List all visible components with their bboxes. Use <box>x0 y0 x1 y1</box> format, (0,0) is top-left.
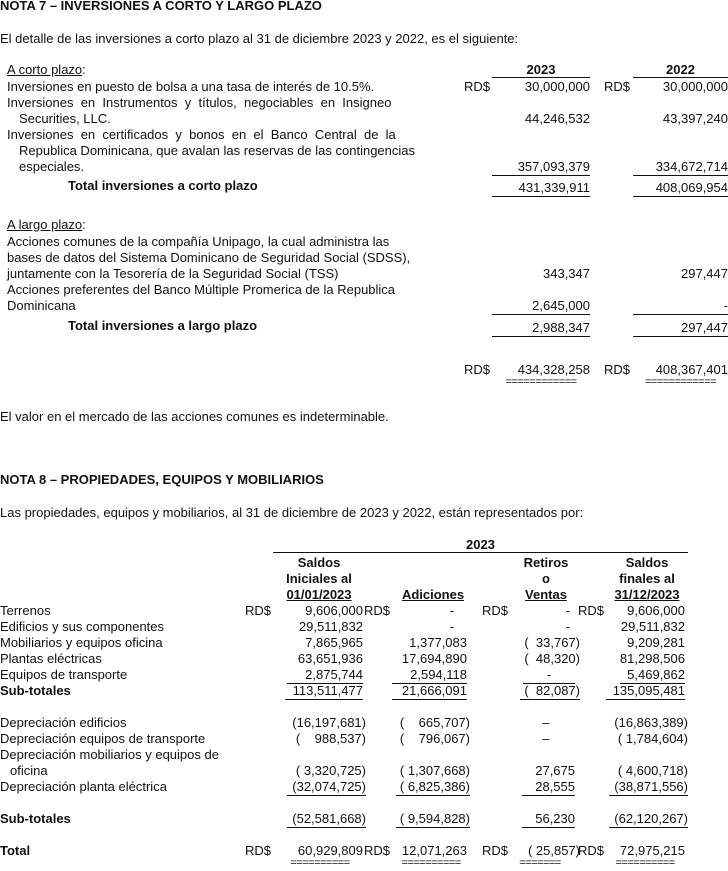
row-edificios-c4: 29,511,832 <box>620 619 685 634</box>
nota7-title: NOTA 7 – INVERSIONES A CORTO Y LARGO PLAZO <box>0 0 322 13</box>
largo-line2b: Dominicana <box>7 298 76 313</box>
row-transporte-c2: 2,594,118 <box>392 667 467 684</box>
grand-double-rule-2022: ============ <box>644 376 717 388</box>
largo-line1c: juntamente con la Tesorería de la Seguridad Social (TSS) <box>7 266 339 281</box>
row-terrenos-c1: 9,606,000 <box>305 603 363 618</box>
corto-line2a: Inversiones en Instrumentos y títulos, negociables en Insigneo <box>7 95 392 110</box>
hdr-c4-line1: Saldos <box>625 555 669 570</box>
row-dep-planta-c3: 28,555 <box>522 779 575 796</box>
hdr-c3-line2: o <box>542 571 550 586</box>
row-terrenos-c2: - <box>449 603 454 618</box>
row-terrenos-label: Terrenos <box>0 603 51 618</box>
grand-total-2023: 434,328,258 <box>517 362 590 377</box>
largo-line1a: Acciones comunes de la compañía Unipago, la cual administra las <box>7 234 390 249</box>
year-2023-header: 2023 <box>526 62 556 77</box>
row-total-c3: ( 25,857) <box>527 843 580 858</box>
row-dep-mobiliarios-c2: ( 1,307,668) <box>399 763 470 778</box>
row-dep-mobiliarios-label: Depreciación mobiliarios y equipos de <box>0 747 219 762</box>
row-total-cur1: RD$ <box>245 843 272 858</box>
row-edificios-c2: - <box>449 619 454 634</box>
largo-heading <box>7 217 86 233</box>
hdr-adiciones <box>392 587 474 603</box>
grand-currency-2022: RD$ <box>604 362 631 377</box>
row-terrenos-cur4: RD$ <box>578 603 605 618</box>
row-plantas-c1: 63,651,936 <box>297 651 363 666</box>
corto-v2-2023: 44,246,532 <box>524 111 590 126</box>
hdr-c2-line1: Adiciones <box>401 587 465 602</box>
corto-line3b: Republica Dominicana, que avalan las reservas de las contingencias <box>19 143 416 158</box>
row-dep-planta-label: Depreciación planta eléctrica <box>0 779 167 794</box>
corto-total-2023: 431,339,911 <box>518 180 590 195</box>
corto-heading-text: A corto plazo <box>7 62 83 77</box>
row-mobiliarios-label: Mobiliarios y equipos oficina <box>0 635 163 650</box>
row-edificios-label: Edificios y sus componentes <box>0 619 165 634</box>
total-double-rule-c4: ========== <box>615 857 675 869</box>
row-total-cur2: RD$ <box>364 843 391 858</box>
row-dep-edificios-c1: (16,197,681) <box>292 715 366 730</box>
row-transporte-c1: 2,875,744 <box>287 667 363 684</box>
row-dep-transporte-label: Depreciación equipos de transporte <box>0 731 206 746</box>
row-subtotal1-c2: 21,666,091 <box>392 683 467 700</box>
row-dep-mobiliarios-c4: ( 4,600,718) <box>617 763 688 778</box>
row-dep-edificios-c3: – <box>542 715 550 730</box>
row-dep-planta-c1: (32,074,725) <box>287 779 366 796</box>
corto-total-label: Total inversiones a corto plazo <box>68 178 258 193</box>
nota8-year-header: 2023 <box>466 537 495 552</box>
hdr-c4-line2: finales al <box>619 571 675 586</box>
row-subtotal2-c2: ( 9,594,828) <box>396 811 470 828</box>
row-dep-transporte-c2: ( 796,067) <box>399 731 470 746</box>
row-transporte-c3: - <box>523 667 575 684</box>
row-subtotal1-c3: ( 82,087) <box>520 683 580 700</box>
hdr-c1-line2: Iniciales al <box>286 571 352 586</box>
row-subtotal1-label: Sub-totales <box>0 683 71 698</box>
currency-2022: RD$ <box>604 79 631 94</box>
row-dep-transporte-c3: – <box>542 731 550 746</box>
corto-line3c: especiales. <box>19 159 85 174</box>
nota8-title: NOTA 8 – PROPIEDADES, EQUIPOS Y MOBILIARIOS <box>0 472 324 487</box>
row-total-c2: 12,071,263 <box>401 843 467 858</box>
largo-total-2023: 2,988,347 <box>532 320 590 335</box>
corto-line2b: Securities, LLC. <box>19 111 111 126</box>
hdr-c3-line1: Retiros <box>523 555 569 570</box>
row-subtotal2-c1: (52,581,668) <box>287 811 366 828</box>
row-plantas-c2: 17,694,890 <box>401 651 467 666</box>
nota7-intro: El detalle de las inversiones a corto plazo al 31 de diciembre 2023 y 2022, es el siguiente: <box>0 31 519 46</box>
hdr-c4-line3: 31/12/2023 <box>614 587 680 602</box>
row-subtotal2-c3: 56,230 <box>522 811 575 828</box>
corto-heading-colon: : <box>82 62 86 77</box>
grand-double-rule-2023: ============ <box>505 376 577 388</box>
largo-v2-2023: 2,645,000 <box>532 298 590 313</box>
largo-heading-colon: : <box>82 217 86 232</box>
row-subtotal1-c1: 113,511,477 <box>285 683 363 700</box>
row-dep-transporte-c1: ( 988,537) <box>295 731 366 746</box>
row-mobiliarios-c4: 9,209,281 <box>627 635 685 650</box>
row-total-cur4: RD$ <box>578 843 605 858</box>
largo-total-label: Total inversiones a largo plazo <box>68 318 258 333</box>
row-total-c1: 60,929,809 <box>297 843 363 858</box>
row-subtotal2-label: Sub-totales <box>0 811 71 826</box>
largo-line2a: Acciones preferentes del Banco Múltiple Promerica de la Republica <box>7 282 396 297</box>
hdr-c3-line3: Ventas <box>525 587 567 602</box>
nota8-intro: Las propiedades, equipos y mobiliarios, al 31 de diciembre de 2023 y 2022, están representados por: <box>0 505 584 520</box>
row-transporte-c4: 5,469,862 <box>620 667 685 684</box>
largo-heading-text: A largo plazo <box>7 217 83 232</box>
hdr-c1-line1: Saldos <box>297 555 341 570</box>
row-dep-transporte-c4: ( 1,784,604) <box>617 731 688 746</box>
row-plantas-c4: 81,298,506 <box>619 651 685 666</box>
row-total-c4: 72,975,215 <box>619 843 685 858</box>
row-subtotal2-c4: (62,120,267) <box>609 811 688 828</box>
row-dep-planta-c4: (38,871,556) <box>609 779 688 796</box>
row-mobiliarios-c2: 1,377,083 <box>409 635 467 650</box>
row-transporte-label: Equipos de transporte <box>0 667 128 682</box>
total-double-rule-c3: ======= <box>519 857 561 869</box>
row-mobiliarios-c3: ( 33,767) <box>524 635 580 650</box>
row-dep-mobiliarios-label2: oficina <box>10 763 48 778</box>
currency-2023: RD$ <box>464 79 491 94</box>
row-dep-edificios-c4: (16,863,389) <box>614 715 688 730</box>
row-dep-edificios-label: Depreciación edificios <box>0 715 127 730</box>
corto-v3-2022: 334,672,714 <box>655 159 728 174</box>
grand-currency-2023: RD$ <box>464 362 491 377</box>
hdr-retiros <box>506 555 586 603</box>
hdr-c1-line3: 01/01/2023 <box>286 587 352 602</box>
corto-v3-2023: 357,093,379 <box>517 159 590 174</box>
row-total-cur3: RD$ <box>482 843 509 858</box>
row-dep-mobiliarios-c1: ( 3,320,725) <box>295 763 366 778</box>
nota7-note: El valor en el mercado de las acciones comunes es indeterminable. <box>0 409 389 424</box>
largo-v1-2023: 343,347 <box>543 266 590 281</box>
corto-v2-2022: 43,397,240 <box>662 111 728 126</box>
total-double-rule-c2: ========== <box>401 857 461 869</box>
row-dep-edificios-c2: ( 665,707) <box>399 715 470 730</box>
largo-v1-2022: 297,447 <box>681 266 728 281</box>
row-plantas-c3: ( 48,320) <box>524 651 580 666</box>
row-terrenos-cur2: RD$ <box>364 603 391 618</box>
largo-v2-2022: - <box>723 298 728 313</box>
corto-v1-2023: 30,000,000 <box>524 79 590 94</box>
year-2022-header: 2022 <box>666 62 695 77</box>
corto-heading <box>7 62 86 78</box>
row-subtotal1-c4: 135,095,481 <box>606 683 685 700</box>
grand-total-2022: 408,367,401 <box>655 362 728 377</box>
corto-line3a: Inversiones en certificados y bonos en el Banco Central de la <box>7 127 396 142</box>
row-edificios-c1: 29,511,832 <box>298 619 363 634</box>
corto-line1: Inversiones en puesto de bolsa a una tasa de interés de 10.5%. <box>7 79 375 94</box>
row-terrenos-cur3: RD$ <box>482 603 509 618</box>
largo-total-2022: 297,447 <box>681 320 728 335</box>
row-mobiliarios-c1: 7,865,965 <box>305 635 363 650</box>
largo-line1b: bases de datos del Sistema Dominicano de Seguridad Social (SDSS), <box>7 250 411 265</box>
corto-total-2022: 408,069,954 <box>655 180 728 195</box>
row-edificios-c3: - <box>565 619 570 634</box>
row-total-label: Total <box>0 843 31 858</box>
row-terrenos-c4: 9,606,000 <box>627 603 685 618</box>
row-plantas-label: Plantas eléctricas <box>0 651 102 666</box>
row-terrenos-c3: - <box>565 603 570 618</box>
hdr-saldos-iniciales <box>273 555 365 603</box>
row-dep-mobiliarios-c3: 27,675 <box>535 763 575 778</box>
corto-v1-2022: 30,000,000 <box>662 79 728 94</box>
row-dep-planta-c2: ( 6,825,386) <box>396 779 470 796</box>
row-terrenos-cur1: RD$ <box>245 603 272 618</box>
hdr-saldos-finales <box>606 555 688 603</box>
total-double-rule-c1: ========== <box>290 857 350 869</box>
